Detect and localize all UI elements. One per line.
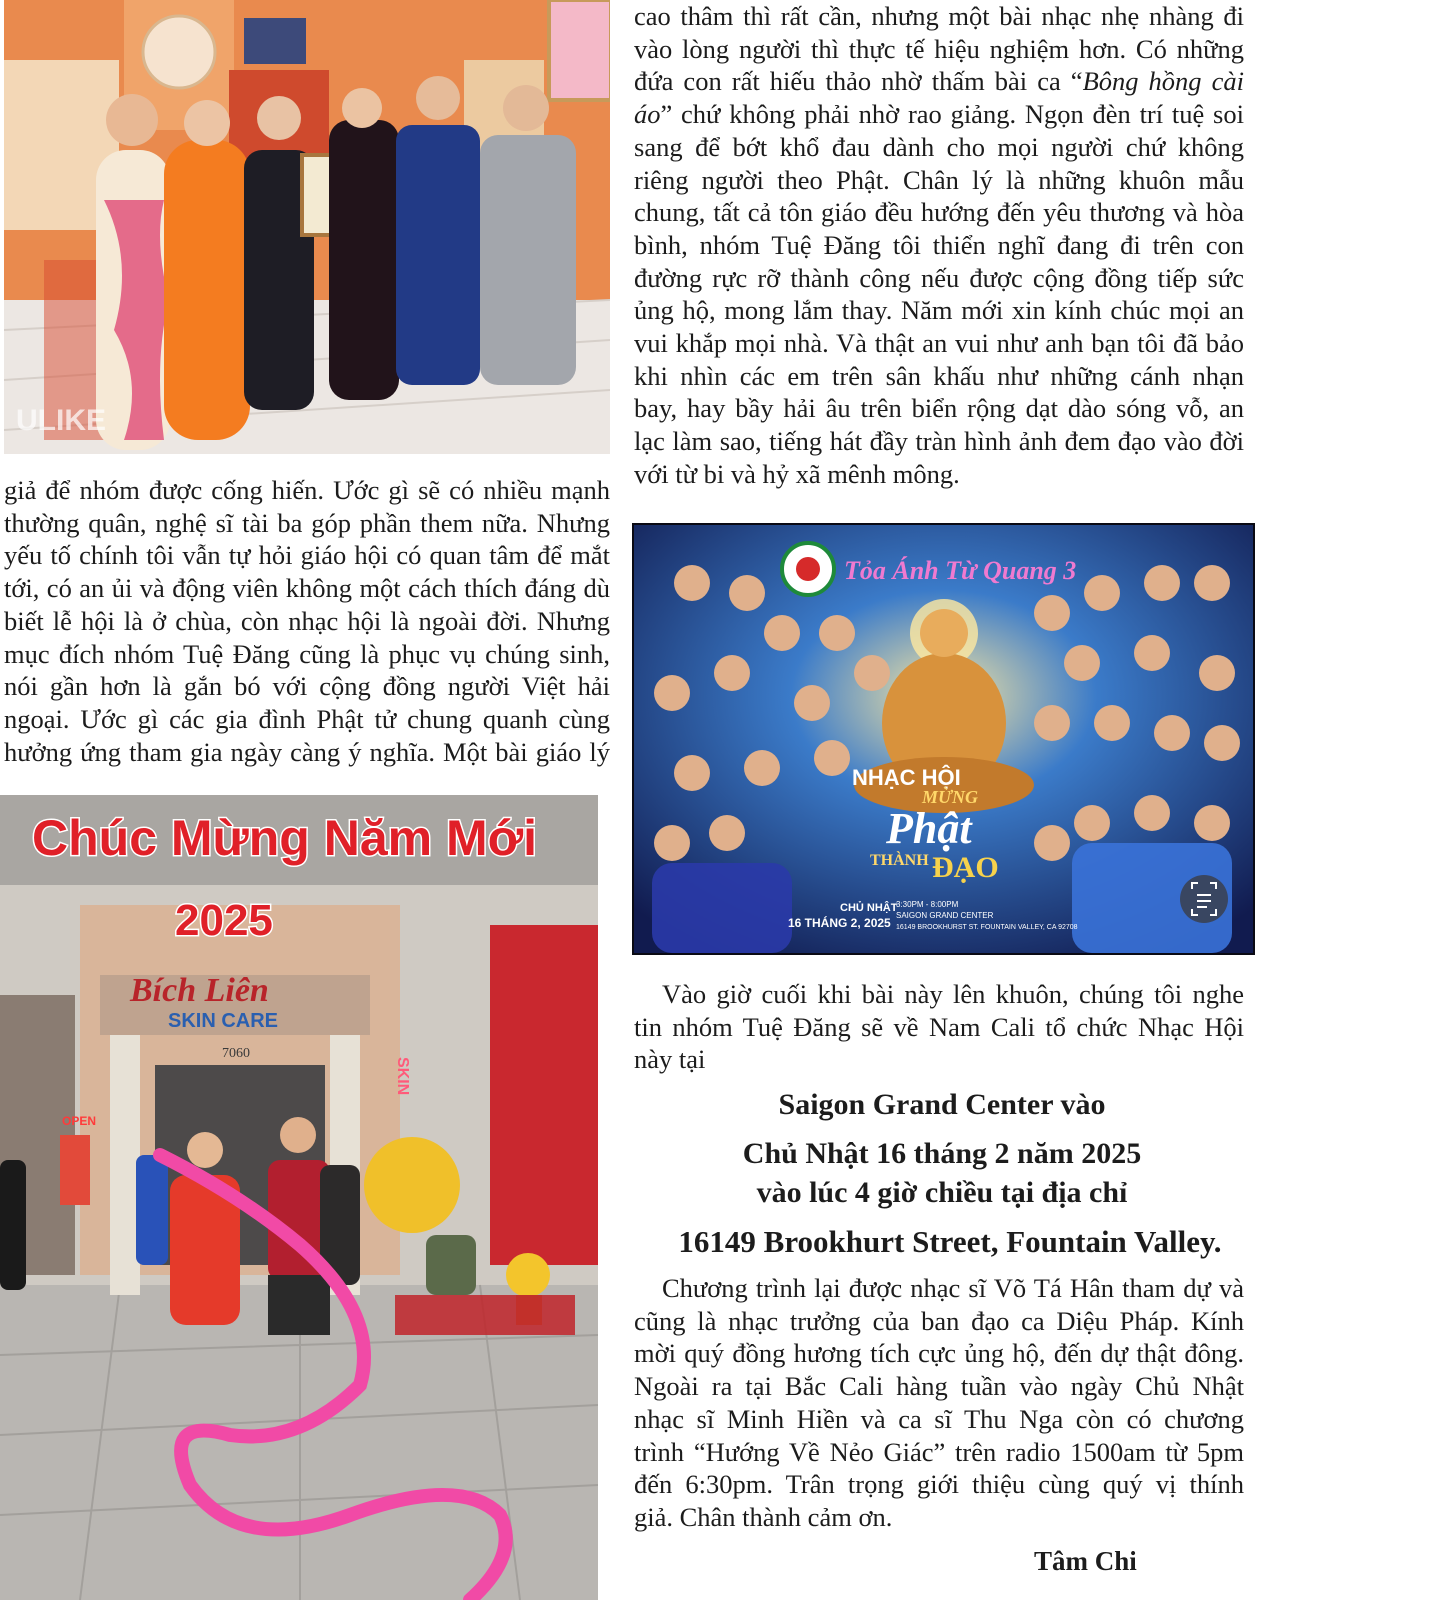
poster-time: 3:30PM - 8:00PM (896, 900, 959, 909)
text-line: cao thâm thì rất cần, nhưng một bài nhạc nhẹ nhàng đi (634, 1, 1244, 31)
text-line: thường quân, nghệ sĩ tài ba góp phần them nữa. Nhưng (4, 507, 610, 538)
text-line: Ngoài ra tại Bắc Cali hàng tuần vào ngày Chủ Nhật (634, 1371, 1244, 1402)
photo-award-ceremony (4, 0, 610, 454)
text-line: yếu tố chính tôi vẫn tự hỏi giáo hội có quan tâm để mắt (4, 540, 610, 571)
article-right-column-top (634, 0, 1244, 491)
event-time-line: vào lúc 4 giờ chiều tại địa chỉ (756, 1176, 1128, 1209)
text-line: với từ bi và hỷ xã mênh mông. (634, 458, 960, 489)
poster-event-line1: NHẠC HỘI (852, 765, 961, 790)
text-line: đường rực rỡ thành công nếu được cộng đồng tiếp sức (634, 262, 1244, 293)
song-title-part: Bông hồng cài (1082, 66, 1244, 97)
photo-storefront-new-year (0, 795, 598, 1600)
text-line: mục đích nhóm Tuệ Đăng cũng là phục vụ chúng sinh, (4, 638, 610, 669)
text-line: cũng là nhạc trưởng của ban đạo ca Diệu Pháp. Kính (634, 1305, 1244, 1336)
text-line: ủng hộ, mong lắm thay. Năm mới xin kính chúc mọi an (634, 295, 1244, 326)
text-line: Vào giờ cuối khi bài này lên khuôn, chúng tôi nghe (662, 979, 1244, 1009)
article-right-column-bottom (634, 1272, 1244, 1534)
text-line: vào lòng người thì thực tế hiệu nghiệm hơn. Có những (634, 33, 1244, 64)
poster-illustration (632, 523, 1255, 955)
text-line: mời quý đồng hương tích cực ủng hộ, đến dự thật đông. (634, 1338, 1244, 1369)
poster-date: 16 THÁNG 2, 2025 (788, 916, 891, 930)
poster-event-line3: Phật (886, 804, 972, 853)
banner-year: 2025 (175, 896, 273, 945)
poster-day: CHỦ NHẬT (840, 902, 898, 914)
text-fragment: ” chứ không phải nhờ rao giảng. Ngọn đèn trí tuệ soi (660, 99, 1244, 130)
store-name: Bích Liên (130, 972, 269, 1009)
text-line: hưởng ứng tham gia ngày càng ý nghĩa. Một bài giáo lý (4, 736, 610, 767)
text-line: khi nhìn các em trên sân khấu như những cánh nhạn (634, 360, 1244, 391)
text-line: Chương trình lại được nhạc sĩ Võ Tá Hân tham dự và (662, 1273, 1244, 1303)
open-sign: OPEN (62, 1114, 97, 1128)
article-right-column-mid (634, 978, 1244, 1076)
neon-sign: SKIN (394, 1057, 411, 1096)
text-line: nhạc sĩ Minh Hiền và ca sĩ Thu Nga còn có chương (634, 1403, 1244, 1434)
text-line: riêng người theo Phật. Chân lý là những khuôn mẫu (634, 164, 1244, 195)
text-fragment: đứa con rất hiếu thảo nhờ thấm bài ca “ (634, 66, 1083, 97)
text-line: tới, có an ủi và động viên không một cách thích đáng dù (4, 573, 610, 604)
poster-event-line4: THÀNH (870, 852, 929, 869)
text-line: tin nhóm Tuệ Đăng sẽ về Nam Cali tổ chức Nhạc Hội (634, 1011, 1244, 1042)
text-line: bay, hay bầy hải âu trên biển rộng dạt dào sóng vỗ, an (634, 393, 1244, 424)
event-date-line: Chủ Nhật 16 tháng 2 năm 2025 (742, 1137, 1142, 1170)
scan-icon (1180, 875, 1228, 923)
concert-poster (632, 523, 1255, 955)
storefront-illustration (0, 795, 598, 1600)
text-line: đến 6:30pm. Trân trọng giới thiệu cùng quý vị thính (634, 1469, 1244, 1500)
award-ceremony-illustration (4, 0, 610, 454)
text-line: ngoại. Ước gì các gia đình Phật tử chung quanh cùng (4, 703, 610, 734)
song-title-part: áo (634, 99, 661, 130)
text-line: nói gần hơn là gắn bó với cộng đồng người Việt hải (4, 671, 610, 702)
text-line: giả. Chân thành cảm ơn. (634, 1501, 893, 1532)
poster-venue: SAIGON GRAND CENTER (896, 911, 994, 920)
event-venue-line: Saigon Grand Center vào (778, 1088, 1106, 1121)
text-line: chung, tất cả tôn giáo đều hướng đến yêu thương và hòa (634, 197, 1244, 228)
text-line: này tại (634, 1044, 706, 1075)
text-line: bình, nhóm Tuệ Đăng tôi thiển nghĩ đang đi trên con (634, 229, 1244, 260)
poster-event-line2: MỪNG (922, 787, 978, 807)
poster-title: Tỏa Ánh Từ Quang 3 (844, 556, 1077, 585)
author-signature: Tâm Chi (1034, 1546, 1137, 1576)
text-line: biết lễ hội là ở chùa, còn nhạc hội là ngoài đời. Nhưng (4, 605, 610, 636)
store-subtitle: SKIN CARE (168, 1010, 279, 1032)
poster-event-line5: ĐẠO (932, 851, 999, 884)
text-line: sang để bớt khổ đau dành cho mọi người chứ không (634, 131, 1244, 162)
text-line: vui khắp mọi nhà. Và thật an vui như anh bạn tôi đã bảo (634, 328, 1244, 359)
text-line: trình “Hướng Về Nẻo Giác” trên radio 1500am từ 5pm (634, 1436, 1244, 1467)
poster-address: 16149 BROOKHURST ST. FOUNTAIN VALLEY, CA 92708 (896, 924, 1078, 931)
text-line: giả để nhóm được cống hiến. Ước gì sẽ có nhiều mạnh (4, 475, 610, 505)
event-address-line: 16149 Brookhurt Street, Fountain Valley. (678, 1224, 1222, 1259)
text-line (634, 98, 1244, 131)
banner-greeting: Chúc Mừng Năm Mới (32, 810, 538, 866)
text-line (634, 65, 1244, 98)
store-address-number: 7060 (222, 1046, 250, 1061)
watermark-text: ULIKE (16, 404, 106, 437)
article-left-column (4, 474, 610, 768)
text-line: lạc làm sao, tiếng hát đầy tràn hình ảnh đem đạo vào đời (634, 426, 1244, 457)
